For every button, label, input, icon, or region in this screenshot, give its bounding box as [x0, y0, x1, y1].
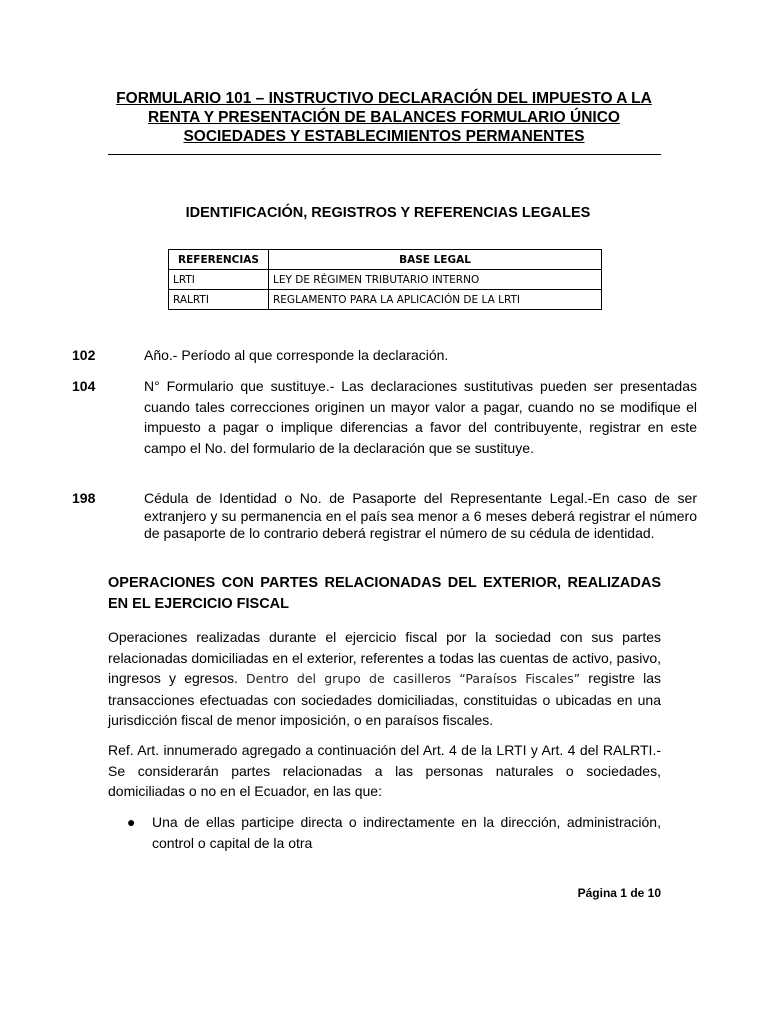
- field-code: 198: [72, 490, 96, 506]
- table-header-cell: REFERENCIAS: [169, 250, 269, 270]
- section-heading: OPERACIONES CON PARTES RELACIONADAS DEL EXTERIOR, REALIZADAS EN EL EJERCICIO FISCAL: [108, 575, 661, 612]
- table-header-row: [169, 250, 602, 270]
- bullet-icon: ●: [127, 814, 136, 830]
- table-cell: LRTI: [169, 270, 269, 290]
- table-cell: RALRTI: [169, 290, 269, 310]
- section-paragraph: [108, 627, 661, 731]
- title-divider: [108, 154, 661, 155]
- title-line: SOCIEDADES Y ESTABLECIMIENTOS PERMANENTES: [183, 128, 585, 145]
- reference-paragraph: Ref. Art. innumerado agregado a continuación del Art. 4 de la LRTI y Art. 4 del RALRTI.- Se considerarán partes relacionadas a las personas naturales o sociedades, domiciliadas o no en el Ecuador, en las que:: [108, 742, 661, 799]
- table-header-cell: BASE LEGAL: [269, 250, 602, 270]
- list-item-text: Una de ellas participe directa o indirectamente en la dirección, administración, control o capital de la otra: [152, 814, 661, 851]
- title-line: RENTA Y PRESENTACIÓN DE BALANCES FORMULARIO ÚNICO: [148, 109, 620, 126]
- table-row: [169, 290, 602, 310]
- field-description: N° Formulario que sustituye.- Las declaraciones sustitutivas pueden ser presentadas cuando tales correcciones originen un mayor valor a pagar, cuando no se modifique el impuesto a pagar o implique diferencias a favor del contribuyente, registrar en este campo el No. del formulario de la declaración que se sustituye.: [144, 378, 697, 456]
- list-item: [127, 812, 661, 853]
- references-table: [168, 249, 602, 310]
- table-cell: LEY DE RÉGIMEN TRIBUTARIO INTERNO: [269, 270, 602, 290]
- field-code: 104: [72, 378, 96, 394]
- field-item-198: [72, 490, 697, 543]
- field-code: 102: [72, 347, 96, 363]
- paragraph-text: registre las transacciones efectuadas con sociedades domiciliadas, constituidas o ubicadas en una jurisdicción fiscal de menor imposición, o en paraísos fiscales.: [108, 670, 661, 728]
- section-subtitle: IDENTIFICACIÓN, REGISTROS Y REFERENCIAS LEGALES: [185, 205, 591, 221]
- field-item-104: [72, 376, 697, 458]
- paragraph-text-note: Dentro del grupo de casilleros “Paraísos Fiscales”: [246, 671, 581, 686]
- table-row: [169, 270, 602, 290]
- document-title: [108, 89, 660, 146]
- page-number: Página 1 de 10: [577, 886, 661, 900]
- field-description: Año.- Período al que corresponde la declaración.: [144, 347, 449, 363]
- table-cell: REGLAMENTO PARA LA APLICACIÓN DE LA LRTI: [269, 290, 602, 310]
- paragraph-text: Operaciones realizadas durante el ejercicio fiscal por la sociedad con sus partes relacionadas domiciliadas en el exterior, referentes a todas las cuentas de activo, pasivo, ingresos y egresos.: [108, 629, 661, 686]
- title-line: FORMULARIO 101 – INSTRUCTIVO DECLARACIÓN DEL IMPUESTO A LA: [116, 90, 652, 107]
- field-item-102: [72, 345, 697, 366]
- field-description: Cédula de Identidad o No. de Pasaporte del Representante Legal.-En caso de ser extranjero y su permanencia en el país sea menor a 6 meses deberá registrar el número de pasaporte de lo contrario deberá registrar el número de su cédula de identidad.: [144, 490, 697, 541]
